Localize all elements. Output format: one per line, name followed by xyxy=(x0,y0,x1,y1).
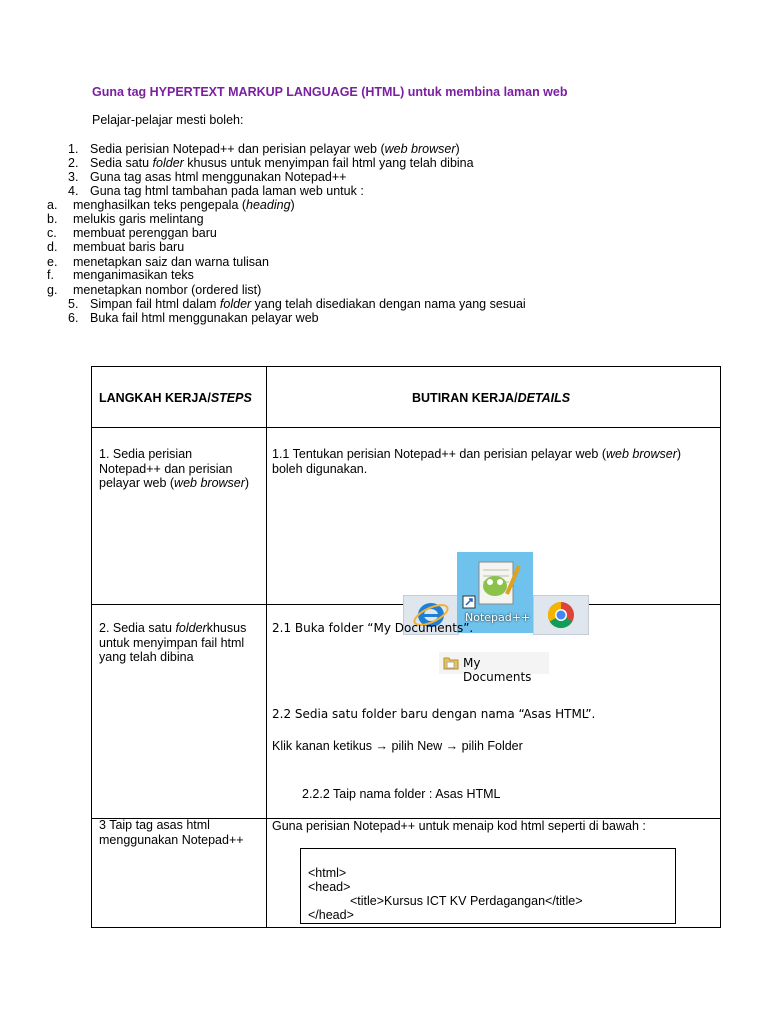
code-line: <title>Kursus ICT KV Perdagangan</title> xyxy=(350,894,583,908)
sub-item: d. membuat baris baru xyxy=(47,240,185,254)
header-details: BUTIRAN KERJA/DETAILS xyxy=(267,367,721,428)
sub-item: f. menganimasikan teks xyxy=(47,268,194,282)
step-1: 1. Sedia perisian Notepad++ dan perisian pelayar web (web browser) xyxy=(92,428,267,605)
step-2: 2. Sedia satu folderkhusus untuk menyimpan fail html yang telah dibina xyxy=(92,605,267,819)
my-documents-item[interactable] xyxy=(439,652,549,684)
steps-table xyxy=(91,366,721,928)
step-2-1: 2.1 Buka folder “My Documents”. xyxy=(272,621,474,635)
detail-2 xyxy=(267,605,721,819)
header-steps: LANGKAH KERJA/STEPS xyxy=(92,367,267,428)
step-2-2: 2.2 Sedia satu folder baru dengan nama “Asas HTML”. xyxy=(272,707,596,721)
code-line: </head> xyxy=(308,908,354,922)
objective-item: 2. Sedia satu folder khusus untuk menyimpan fail html yang telah dibina xyxy=(68,156,474,170)
sub-item: b. melukis garis melintang xyxy=(47,212,204,226)
objective-item: 4. Guna tag html tambahan pada laman web untuk : xyxy=(68,184,364,198)
step-3: 3 Taip tag asas html menggunakan Notepad++ xyxy=(92,819,267,928)
step-2-2-2: 2.2.2 Taip nama folder : Asas HTML xyxy=(302,787,501,801)
objective-item: 3. Guna tag asas html menggunakan Notepad++ xyxy=(68,170,347,184)
document-heading: Guna tag HYPERTEXT MARKUP LANGUAGE (HTML) untuk membina laman web xyxy=(92,85,568,99)
sub-item: e. menetapkan saiz dan warna tulisan xyxy=(47,255,269,269)
detail-1: 1.1 Tentukan perisian Notepad++ dan perisian pelayar web (web browser) boleh digunakan. Notepad++ xyxy=(267,428,721,605)
objective-item: 1. Sedia perisian Notepad++ dan perisian pelayar web (web browser) xyxy=(68,142,460,156)
code-line: <head> xyxy=(308,880,351,894)
code-sample-box xyxy=(300,848,676,924)
sub-item: g. menetapkan nombor (ordered list) xyxy=(47,283,262,297)
my-documents-label: My Documents xyxy=(463,656,532,684)
folder-icon xyxy=(443,656,459,670)
intro-text: Pelajar-pelajar mesti boleh: xyxy=(92,113,244,127)
step-2-2-instructions: Klik kanan ketikus → pilih New → pilih Folder xyxy=(272,739,523,753)
sub-item: a. menghasilkan teks pengepala (heading) xyxy=(47,198,295,212)
objective-item: 6. Buka fail html menggunakan pelayar web xyxy=(68,311,319,325)
objective-item: 5. Simpan fail html dalam folder yang telah disediakan dengan nama yang sesuai xyxy=(68,297,526,311)
notepad-label: Notepad++ xyxy=(465,611,531,624)
sub-item: c. membuat perenggan baru xyxy=(47,226,217,240)
code-line: <html> xyxy=(308,866,347,880)
step-3-detail: Guna perisian Notepad++ untuk menaip kod html seperti di bawah : xyxy=(272,819,646,833)
